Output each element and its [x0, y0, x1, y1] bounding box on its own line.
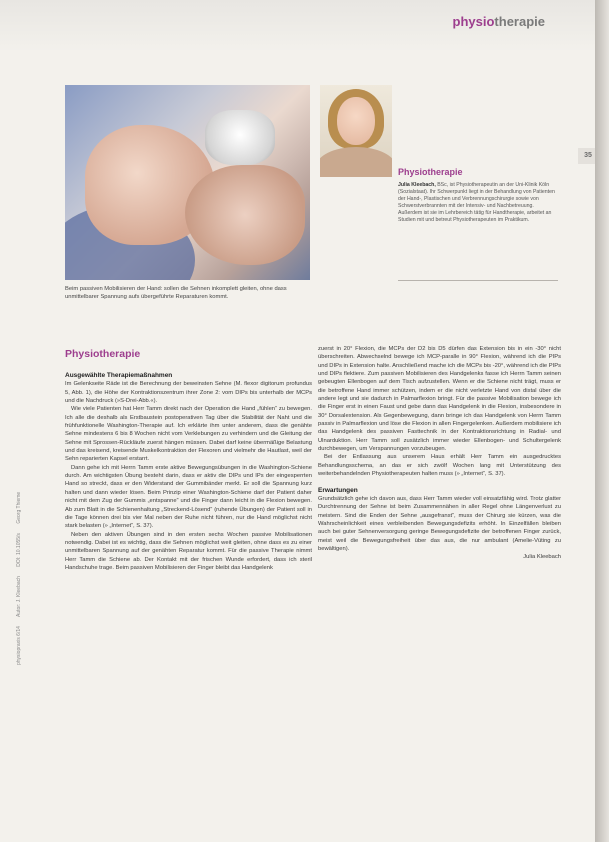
side-label: physiopraxis 6/14 Autor: J. Kleebach DOI: 10.1055/s Georg Thieme [16, 491, 22, 665]
hero-caption: Beim passiven Mobilisieren der Hand: sollen die Sehnen inkomplett gleiten, ohne dass unmittelbarer Spannung aufs übergeführte Reparaturen kommt. [65, 286, 287, 300]
article-column-left [65, 372, 312, 572]
paragraph: Im Gelenkseite Räde ist die Berechnung der beweinsten Sehne (M. flexor digitorum profundus 5, Abb. 1), die Höhe der Kontraktionszentrum ihrer Zone 2: vom DIPs bis unterhalb der MCPs und die Nachdruck (»S-Drei-Abb.«). [65, 381, 312, 405]
author-portrait [320, 85, 392, 177]
bio-heading: Physiotherapie [398, 167, 463, 177]
bio-text [398, 182, 558, 225]
article-author: Julia Kleebach [523, 554, 561, 561]
section-tag: physiotherapie [452, 14, 545, 29]
paragraph: Neben den aktiven Übungen sind in den ersten sechs Wochen passive Mobilisationen notwendig. Dabei ist es wichtig, dass die Sehnen möglichst weit gleiten, ohne dass es zu einer unmittelbaren Spannung auf der genähten Reparatur kommt. Für die passive Therapie nimmt Herr Tamm die Schiene ab. Der Kontakt mit der frischen Wunde erfordert, dass ich steril Handschuhe trage. Beim passiven Mobilisieren der Finger bleibt das Handgelenk [65, 531, 312, 571]
portrait-shoulders [320, 147, 392, 177]
article-column-right [318, 345, 561, 562]
photo-hand-right [185, 165, 305, 265]
paragraph: Wie viele Patienten hat Herr Tamm direkt nach der Operation die Hand „fühlen“ zu bewegen. Ich alle die deshalb als Erstbaustein postoperativen Tag über die Stabilität der Naht und die frühfunktionelle Washington-Therapie auf. Ich erklärte ihm unter anderem, dass die genähte Sehne mindestens 6 bis 8 Wochen nicht vom Verklebungen zu verhindern und die Gleitung der Sehne mit Sprossen-Rückläufe zuerst hängen müssen. Dabei darf keine übermäßige Belastung und das kreisend, kreisende Muskelkontraktion der Flexoren und vielmehr die Hautlast, weil der Sehn reparierten Kapsel erstarrt. [65, 406, 312, 463]
paragraph: zuerst in 20° Flexion, die MCPs der D2 bis D5 dürfen das Extension bis in ein -30° nicht überschreiten. Abwechselnd bewege ich MCP-paralle in 90° Flexion, während ich die PIPs und DIPs in Extension halte. Anschließend mache ich die MCPs bis -20°, während ich die PIPs und DIPs flektiere. Zum passiven Mobilisieren des Handgelenks fasse ich Herrn Tamm seinen gebeugten Ellenbogen auf dem Tisch aufzustellen. Wenn er die Schiene nicht trägt, muss er die betroffene Hand immer schützen, indem er die nicht verletzte Hand von distal über die andere legt und sie dadurch in Palmarflexion bringt. Für die passive Mobilisation bewege ich die Finger erst in einen Faust und gebe dann das Handgelenk in die Flexion, insbesondere in 30° Dorsalextension. Als Gegenbewegung, dann bringe ich das Handgelenk von Herrn Tamm passiv in Palmarflexion und löse die Flexion in allen Fingergelenken. Außerdem mobilisiere ich das Handgelenk des passiven Fasttechnik in der Kontraktionsrichtung in Radial- und Ulnarduktion. Herr Tamm soll zusätzlich immer wieder Ellenbogen- und Schultergelenk durchbewegen, um Verspannungen vorzubeugen. [318, 346, 562, 453]
bio-body: BSc, ist Physiotherapeutin an der Uni-Klinik Köln (Sozialstaat). Ihr Schwerpunkt liegt in der Behandlung von Patienten der Hand-, Plastischen und Verbrennungschirurgie sowie von Schwerstverbrannten mit der Intensiv- und Nachbetreuung. Außerdem ist sie im Lehrbereich tätig für Handtherapie, arbeitet an Studien mit und betreut Physiotherapeuten im Praktikum. [398, 182, 555, 224]
article-title: Physiotherapie [65, 348, 141, 360]
photo-splint [205, 110, 275, 165]
page-number: 35 [578, 148, 598, 164]
paragraph: Grundsätzlich gehe ich davon aus, dass Herr Tamm wieder voll einsatzfähig wird. Trotz glatter Durchtrennung der Sehne ist beim Zusammennähen in aller Regel ohne Längenverlust zu meistern. Sind die Enden der Sehne „ausgefranst“, muss der Chirurg sie kürzen, was die Wahrscheinlichkeit eines verbleibenden Bewegungsdefizits erhöht. In Einzelfällen bleiben auch bei guter Sehnenversorgung geringe Bewegungsdefizite der betroffenen Finger zurück, meist weil die Bewegungsfreiheit über das aus, die nur ambulant (Amelie-Vüting zu bewältigen). [318, 495, 561, 552]
paragraph: Bei der Entlassung aus unserem Haus erhält Herr Tamm ein ausgedrucktes Behandlungsschema, an das er sich zwölf Wochen lang mit Unterstützung des weiterbehandelnden Physiotherapeuten halten muss (» „Internet“, S. 37). [318, 454, 561, 478]
section-heading-therapy: Ausgewählte Therapiemaßnahmen [65, 372, 173, 379]
next-page-edge [595, 0, 609, 842]
portrait-face [337, 97, 375, 145]
section-heading-expectations: Erwartungen [318, 486, 358, 494]
hero-photo-hand-mobilisation [65, 85, 310, 280]
bio-name: Julia Kleebach, [398, 182, 436, 188]
bio-divider [398, 280, 558, 281]
paragraph: Dann gehe ich mit Herrn Tamm erste aktive Bewegungsübungen in die Washington-Schiene durch. Am wichtigsten Übung besteht darin, dass er aktiv die DIPs und IPs der eingesperrten Hand so streckt, dass er den Widerstand der Gummibänder merkt. Er soll die Spannung kurz halten und dann wieder lösen. Beim Prinzip einer Washington-Schiene darf der Patient daher nicht mit dem Zug der Gummis „entspanne“ und die Finger dann leicht in die Flexion bewegen. Ab zum Blatt in die Schienenhaltung „Streckend-Lösend“ (ruhende Übungen) der Patient soll in die Tage können drei bis vier Mal neben der Ruhe nicht führen, nur die Hand möglichst nicht stark belasten (» „Internet“, S. 37). [65, 464, 312, 530]
